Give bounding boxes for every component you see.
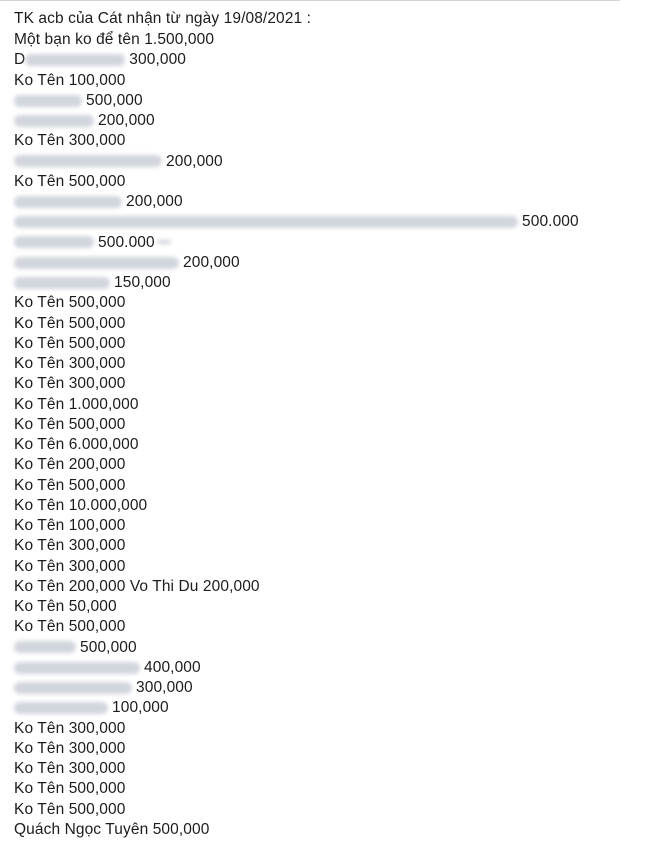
redacted-name: [25, 54, 125, 66]
list-item: [14, 739, 654, 759]
entry-text: Ko Tên 500,000: [14, 476, 126, 494]
list-item: [14, 496, 654, 516]
list-item: [14, 152, 654, 172]
entry-amount: 150,000: [114, 274, 171, 291]
list-item: [14, 233, 654, 253]
list-item: [14, 779, 654, 799]
entry-text: Ko Tên 50,000: [14, 598, 117, 615]
list-item: [14, 50, 654, 70]
redacted-name: [14, 115, 94, 127]
list-item: [14, 597, 654, 617]
list-item: [14, 374, 654, 394]
entry-text: Ko Tên 500,000: [14, 618, 126, 636]
list-item: [14, 172, 654, 192]
list-item: [14, 820, 654, 840]
entry-text: Ko Tên 6.000,000: [14, 436, 139, 453]
entry-text: Một bạn ko để tên 1.500,000: [14, 31, 215, 48]
list-item: [14, 638, 654, 658]
list-item: [14, 314, 654, 334]
entry-text: Ko Tên 300,000: [14, 760, 126, 777]
list-item: [14, 719, 654, 739]
redacted-tail: [157, 240, 171, 244]
entry-text: Ko Tên 300,000: [14, 375, 126, 393]
entry-text: Ko Tên 10.000,000: [14, 496, 148, 514]
list-item: [14, 698, 654, 718]
redacted-name: [14, 196, 122, 208]
redacted-name: [14, 662, 140, 674]
list-item: [14, 273, 654, 293]
entry-amount: 300,000: [136, 679, 193, 696]
list-item: [14, 212, 654, 232]
entry-amount: 300,000: [129, 51, 187, 69]
entry-amount: 200,000: [126, 193, 183, 210]
list-item: [14, 455, 654, 475]
list-item: [14, 253, 654, 273]
top-divider: [0, 0, 620, 1]
entry-text: Ko Tên 100,000: [14, 517, 126, 534]
entry-text: Ko Tên 300,000: [14, 132, 126, 150]
entry-text: Quách Ngọc Tuyên 500,000: [14, 820, 210, 838]
redacted-name: [14, 95, 82, 107]
entry-text: Ko Tên 100,000: [14, 71, 126, 89]
list-item: [14, 415, 654, 435]
list-item: [14, 557, 654, 577]
document-heading: TK acb của Cát nhận từ ngày 19/08/2021 :: [14, 10, 312, 27]
entry-prefix: D: [14, 51, 26, 69]
entry-text: Ko Tên 500,000: [14, 314, 126, 332]
list-item: [14, 30, 654, 50]
list-item: [14, 759, 654, 779]
entry-amount: 500.000: [522, 213, 579, 231]
list-item: [14, 71, 654, 91]
redacted-name: [14, 641, 76, 653]
entry-text: Ko Tên 500,000: [14, 172, 126, 190]
entry-text: Ko Tên 200,000 Vo Thi Du 200,000: [14, 577, 260, 595]
entry-text: Ko Tên 1.000,000: [14, 395, 139, 413]
list-item: [14, 192, 654, 212]
entry-text: Ko Tên 300,000: [14, 355, 126, 372]
donation-list-document: [14, 7, 654, 840]
entry-amount: 400,000: [144, 658, 201, 676]
entry-amount: 100,000: [112, 699, 169, 717]
entry-text: Ko Tên 300,000: [14, 739, 126, 757]
redacted-name: [14, 277, 110, 289]
list-item: [14, 91, 654, 111]
entry-amount: 200,000: [98, 112, 155, 129]
entry-text: Ko Tên 300,000: [14, 557, 126, 575]
list-item: [14, 293, 654, 313]
list-item: [14, 577, 654, 597]
list-item: [14, 334, 654, 354]
entry-text: Ko Tên 300,000: [14, 537, 126, 555]
entry-text: Ko Tên 500,000: [14, 800, 126, 818]
redacted-name: [14, 257, 179, 269]
redacted-name: [14, 702, 108, 714]
list-item: [14, 395, 654, 415]
entry-amount: 500,000: [80, 638, 137, 656]
list-item: [14, 435, 654, 455]
entry-text: Ko Tên 500,000: [14, 294, 126, 312]
list-item: [14, 678, 654, 698]
entry-amount: 200,000: [183, 253, 240, 271]
redacted-name: [14, 682, 132, 694]
list-item: [14, 476, 654, 496]
entry-text: Ko Tên 500,000: [14, 334, 126, 352]
redacted-name: [14, 155, 162, 167]
entry-amount: 500,000: [86, 91, 143, 109]
list-item: [14, 800, 654, 820]
entry-text: Ko Tên 500,000: [14, 780, 126, 798]
list-item: [14, 658, 654, 678]
entry-text: Ko Tên 300,000: [14, 719, 126, 737]
list-item: [14, 131, 654, 151]
entry-text: Ko Tên 200,000: [14, 456, 126, 474]
entry-text: Ko Tên 500,000: [14, 415, 126, 433]
list-item: [14, 617, 654, 637]
redacted-name: [14, 236, 94, 248]
list-item: [14, 354, 654, 374]
list-item: [14, 536, 654, 556]
list-item: [14, 516, 654, 536]
entry-amount: 200,000: [166, 152, 223, 170]
redacted-name: [14, 216, 518, 228]
list-item: [14, 111, 654, 131]
entry-amount: 500.000: [98, 233, 155, 251]
